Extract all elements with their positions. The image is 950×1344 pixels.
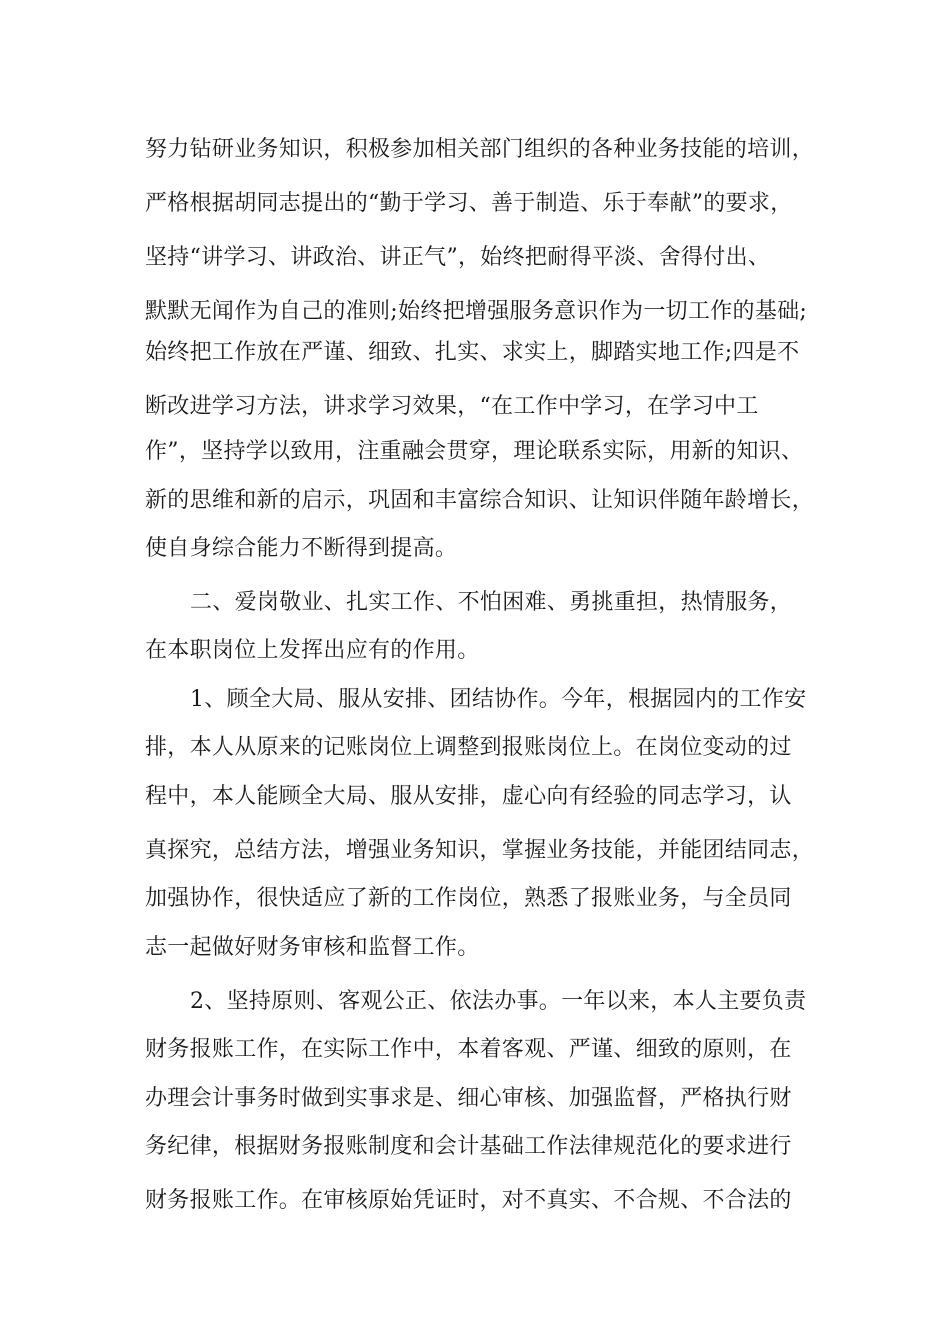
text-line: 办理会计事务时做到实事求是、细心审核、加强监督，严格执行财 (145, 1086, 792, 1111)
text-line: 断改进学习方法，讲求学习效果，“在工作中学习，在学习中工 (145, 394, 759, 419)
text-line: 加强协作，很快适应了新的工作岗位，熟悉了报账业务，与全员同 (145, 886, 792, 911)
text-line: 作”，坚持学以致用，注重融会贯穿，理论联系实际，用新的知识、 (145, 439, 804, 464)
text-line: 使自身综合能力不断得到提高。 (145, 536, 458, 561)
text-line: 新的思维和新的启示，巩固和丰富综合知识、让知识伴随年龄增长， (145, 488, 815, 513)
text-line: 务纪律，根据财务报账制度和会计基础工作法律规范化的要求进行 (145, 1134, 792, 1159)
text-line: 程中，本人能顾全大局、服从安排，虚心向有经验的同志学习，认 (145, 784, 792, 809)
text-line: 志一起做好财务审核和监督工作。 (145, 935, 480, 960)
paragraph-start-line: 1、顾全大局、服从安排、团结协作。今年，根据园内的工作安 (190, 687, 807, 712)
text-line: 努力钻研业务知识，积极参加相关部门组织的各种业务技能的培训， (145, 137, 815, 162)
section-heading-line: 在本职岗位上发挥出应有的作用。 (145, 638, 480, 663)
text-line: 严格根据胡同志提出的“勤于学习、善于制造、乐于奉献”的要求， (145, 191, 793, 216)
paragraph-start-line: 2、坚持原则、客观公正、依法办事。一年以来，本人主要负责 (190, 989, 807, 1014)
text-line: 始终把工作放在严谨、细致、扎实、求实上，脚踏实地工作;四是不 (145, 340, 800, 365)
text-line: 真探究，总结方法，增强业务知识，掌握业务技能，并能团结同志， (145, 838, 815, 863)
text-line: 默默无闻作为自己的准则;始终把增强服务意识作为一切工作的基础; (145, 299, 808, 324)
text-line: 财务报账工作。在审核原始凭证时，对不真实、不合规、不合法的 (145, 1188, 792, 1213)
text-line: 坚持“讲学习、讲政治、讲正气”，始终把耐得平淡、舍得付出、 (145, 245, 771, 270)
section-heading-line: 二、爱岗敬业、扎实工作、不怕困难、勇挑重担，热情服务， (190, 590, 793, 615)
text-line: 排，本人从原来的记账岗位上调整到报账岗位上。在岗位变动的过 (145, 735, 792, 760)
text-line: 财务报账工作，在实际工作中，本着客观、严谨、细致的原则，在 (145, 1037, 792, 1062)
